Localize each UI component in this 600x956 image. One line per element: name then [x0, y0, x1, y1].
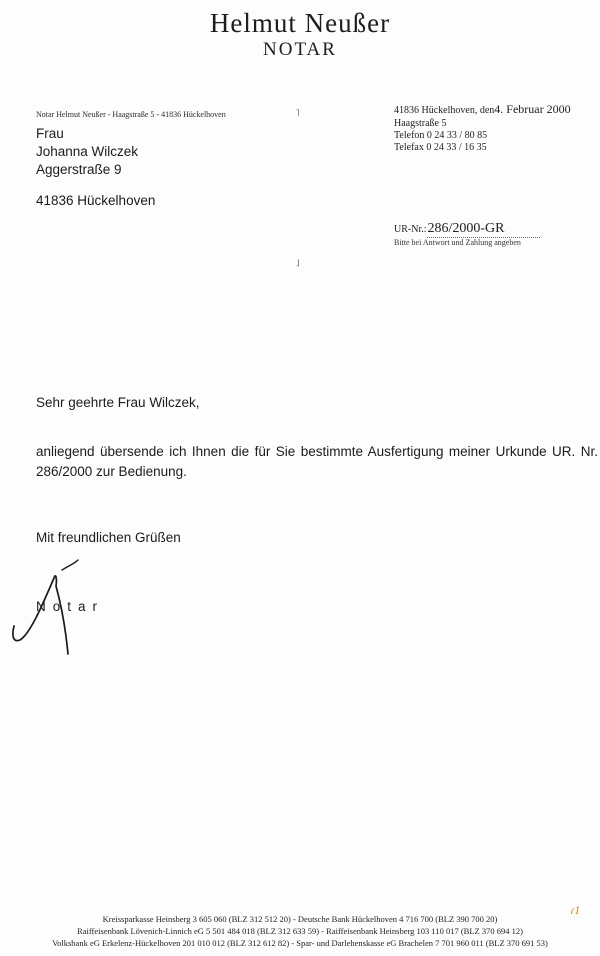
handwritten-signature	[8, 548, 88, 658]
office-telefon: Telefon 0 24 33 / 80 85	[394, 130, 488, 141]
recipient-street: Aggerstraße 9	[36, 162, 122, 177]
letter-salutation: Sehr geehrte Frau Wilczek,	[36, 395, 200, 410]
recipient-city: 41836 Hückelhoven	[36, 193, 156, 208]
reference-hint: Bitte bei Antwort und Zahlung angeben	[394, 238, 521, 247]
reference-label: UR-Nr.:	[394, 224, 427, 235]
letter-paragraph: anliegend übersende ich Ihnen die für Sie bestimmte Ausfertigung meiner Urkunde UR. Nr. 286/2000 zur Bedienung.	[36, 444, 598, 479]
footer-bank-line-3: Volksbank eG Erkelenz-Hückelhoven 201 010 012 (BLZ 312 612 82) - Spar- und Darlehenskasse eG Brachelen 7 701 960 011 (BLZ 370 691 53)	[52, 938, 548, 948]
reference-value: 286/2000-GR	[427, 221, 540, 238]
reference-number	[394, 221, 540, 238]
footer-bank-line-2: Raiffeisenbank Lövenich-Linnich eG 5 501 484 018 (BLZ 312 633 59) - Raiffeisenbank Heinsberg 103 110 017 (BLZ 370 694 12)	[77, 926, 523, 936]
office-telefax: Telefax 0 24 33 / 16 35	[394, 142, 487, 153]
place-date	[394, 102, 571, 117]
letterhead-title: NOTAR	[263, 39, 337, 60]
margin-scribble: ɾ1	[570, 903, 581, 917]
recipient-name: Johanna Wilczek	[36, 144, 139, 159]
office-street: Haagstraße 5	[394, 118, 447, 129]
letter-closing: Mit freundlichen Grüßen	[36, 530, 181, 545]
sender-return-line: Notar Helmut Neußer - Haagstraße 5 - 41836 Hückelhoven	[36, 110, 226, 119]
recipient-salutation: Frau	[36, 126, 64, 141]
place-date-prefix: 41836 Hückelhoven, den	[394, 105, 495, 116]
window-corner-bottom-mark: ˩	[296, 258, 300, 268]
footer-bank-line-1: Kreissparkasse Heinsberg 3 605 060 (BLZ 312 512 20) - Deutsche Bank Hückelhoven 4 716 700 (BLZ 390 700 20)	[102, 914, 498, 924]
signatory-title: Notar	[36, 599, 105, 614]
letter-date: 4. Februar 2000	[494, 102, 571, 116]
letterhead-name: Helmut Neußer	[209, 8, 391, 38]
window-corner-top-mark: ˥	[296, 108, 300, 118]
